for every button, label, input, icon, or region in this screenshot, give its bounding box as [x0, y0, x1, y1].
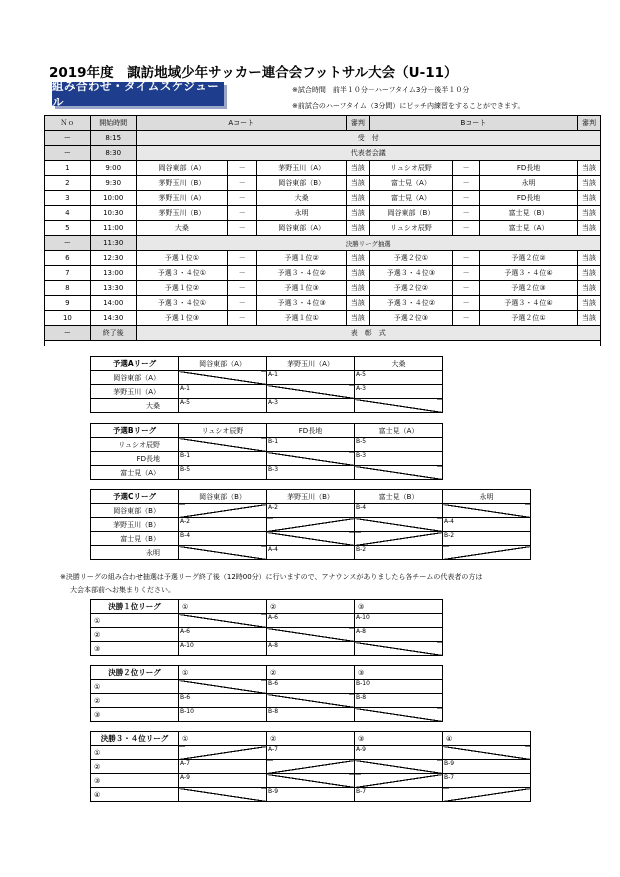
a-court-team-1: 岡谷東部（A）: [136, 161, 228, 176]
start-time: 12:30: [90, 251, 136, 266]
footnote-line-1: ※決勝リーグの組み合わせ抽選は予選リーグ終了後（12時00分）に行いますので、アナウンスがありましたら各チームの代表者の方は: [60, 573, 483, 581]
a-court-dash: －: [228, 251, 257, 266]
a-court-dash: －: [228, 221, 257, 236]
league-row: [91, 546, 531, 560]
league-row-team: ③: [91, 708, 179, 722]
b-court-team-2: 予選３・４位④: [480, 266, 578, 281]
league-match-cell: B-10: [179, 708, 267, 722]
page-title: 2019年度 諏訪地域少年サッカー連合会フットサル大会（U-11）: [49, 65, 458, 81]
league-match-cell: B-6: [179, 694, 267, 708]
league-row: [91, 504, 531, 518]
league-column-team: 茅野玉川（A）: [267, 357, 355, 371]
schedule-row: [45, 131, 601, 146]
league-header-row: [91, 600, 443, 614]
league-match-cell: A-7: [179, 760, 267, 774]
league-row: [91, 642, 443, 656]
start-time: 10:00: [90, 191, 136, 206]
league-row-team: ②: [91, 628, 179, 642]
b-court-team-1: 富士見（A）: [369, 176, 452, 191]
league-match-cell: A-6: [179, 628, 267, 642]
a-court-team-1: 茅野玉川（B）: [136, 206, 228, 221]
league-match-cell: B-6: [267, 680, 355, 694]
league-column-team: 岡谷東部（A）: [179, 357, 267, 371]
league-row: [91, 385, 443, 399]
a-court-team-2: 岡谷東部（A）: [257, 221, 347, 236]
header-b-court: Bコート: [369, 116, 577, 131]
match-no: ー: [45, 131, 91, 146]
event-label: 受 付: [136, 131, 600, 146]
league-match-cell: [267, 385, 355, 399]
league-match-cell: B-9: [443, 760, 531, 774]
league-column-team: ①: [179, 666, 267, 680]
b-court-dash: －: [453, 251, 480, 266]
match-no: 3: [45, 191, 91, 206]
league-match-cell: A-9: [179, 774, 267, 788]
b-court-dash: －: [453, 266, 480, 281]
a-court-dash: －: [228, 191, 257, 206]
league-match-cell: [267, 518, 355, 532]
league-match-cell: [443, 746, 531, 760]
league-row: [91, 614, 443, 628]
league-row-team: ③: [91, 774, 179, 788]
league-column-team: ②: [267, 600, 355, 614]
league-match-cell: [355, 399, 443, 413]
b-court-team-2: 永明: [480, 176, 578, 191]
league-match-cell: [443, 504, 531, 518]
league-match-cell: B-5: [179, 466, 267, 480]
league-match-cell: B-3: [267, 466, 355, 480]
league-match-cell: A-10: [355, 614, 443, 628]
schedule-row: [45, 176, 601, 191]
league-match-cell: A-1: [179, 385, 267, 399]
league-match-cell: [179, 680, 267, 694]
a-court-team-2: 予選１位①: [257, 311, 347, 326]
league-row-team: ②: [91, 694, 179, 708]
league-match-cell: [267, 452, 355, 466]
match-no: 8: [45, 281, 91, 296]
a-court-team-2: 予選３・４位③: [257, 296, 347, 311]
schedule-row: [45, 281, 601, 296]
start-time: 13:30: [90, 281, 136, 296]
b-court-dash: －: [453, 191, 480, 206]
league-row-team: 富士見（A）: [91, 466, 179, 480]
b-court-referee: 当該: [578, 251, 601, 266]
a-court-referee: 当該: [346, 176, 369, 191]
league-name: 決勝１位リーグ: [91, 600, 179, 614]
league-match-cell: A-5: [355, 371, 443, 385]
league-column-team: リュシオ辰野: [179, 424, 267, 438]
league-name: 予選Cリーグ: [91, 490, 179, 504]
note-warmup: ※前試合のハーフタイム（3分間）にピッチ内練習をすることができます。: [292, 102, 525, 110]
b-court-dash: －: [453, 206, 480, 221]
league-match-cell: B-4: [355, 504, 443, 518]
league-match-cell: B-10: [355, 680, 443, 694]
a-court-referee: 当該: [346, 296, 369, 311]
schedule-row: [45, 236, 601, 251]
b-court-team-1: 岡谷東部（B）: [369, 206, 452, 221]
league-match-cell: A-8: [267, 642, 355, 656]
league-row: [91, 708, 443, 722]
header-referee-b: 審判: [578, 116, 601, 131]
league-column-team: FD長地: [267, 424, 355, 438]
league-match-cell: B-9: [267, 788, 355, 802]
schedule-row: [45, 251, 601, 266]
league-header-row: [91, 490, 531, 504]
a-court-team-1: 予選３・４位①: [136, 266, 228, 281]
league-column-team: ②: [267, 732, 355, 746]
a-court-dash: －: [228, 296, 257, 311]
start-time: 11:00: [90, 221, 136, 236]
league-row-team: 茅野玉川（B）: [91, 518, 179, 532]
b-court-referee: 当該: [578, 176, 601, 191]
league-match-cell: B-1: [179, 452, 267, 466]
b-court-team-1: 富士見（A）: [369, 191, 452, 206]
league-match-cell: [267, 774, 355, 788]
league-match-cell: A-6: [267, 614, 355, 628]
league-row: [91, 680, 443, 694]
a-court-dash: －: [228, 266, 257, 281]
a-court-team-1: 予選３・４位①: [136, 296, 228, 311]
start-time: 8:15: [90, 131, 136, 146]
a-court-referee: 当該: [346, 266, 369, 281]
league-match-cell: A-4: [443, 518, 531, 532]
a-court-team-2: 茅野玉川（A）: [257, 161, 347, 176]
league-match-cell: B-5: [355, 438, 443, 452]
note-match-time: ※試合時間 前半１０分－ハーフタイム3分－後半１０分: [292, 86, 470, 94]
league-match-cell: [355, 532, 443, 546]
start-time: 14:30: [90, 311, 136, 326]
b-court-team-1: 予選２位①: [369, 251, 452, 266]
a-court-referee: 当該: [346, 281, 369, 296]
b-court-referee: 当該: [578, 191, 601, 206]
league-row: [91, 694, 443, 708]
a-court-dash: －: [228, 161, 257, 176]
b-court-team-1: 予選２位②: [369, 281, 452, 296]
league-row-team: 岡谷東部（A）: [91, 371, 179, 385]
league-row-team: 富士見（B）: [91, 532, 179, 546]
league-table: [90, 731, 531, 802]
league-match-cell: [267, 532, 355, 546]
league-table: [90, 356, 443, 413]
league-match-cell: A-3: [355, 385, 443, 399]
league-match-cell: B-2: [355, 546, 443, 560]
league-column-team: 岡谷東部（B）: [179, 490, 267, 504]
a-court-team-1: 茅野玉川（B）: [136, 176, 228, 191]
a-court-dash: －: [228, 176, 257, 191]
league-column-team: ①: [179, 732, 267, 746]
league-column-team: ②: [267, 666, 355, 680]
a-court-referee: 当該: [346, 311, 369, 326]
league-row-team: FD長地: [91, 452, 179, 466]
a-court-referee: 当該: [346, 191, 369, 206]
league-row: [91, 760, 531, 774]
a-court-team-1: 予選１位③: [136, 311, 228, 326]
match-no: 4: [45, 206, 91, 221]
schedule-row: [45, 266, 601, 281]
league-row-team: ③: [91, 642, 179, 656]
a-court-dash: －: [228, 281, 257, 296]
league-table: [90, 599, 443, 656]
schedule-row: [45, 326, 601, 341]
league-header-row: [91, 357, 443, 371]
b-court-referee: 当該: [578, 221, 601, 236]
league-match-cell: [267, 628, 355, 642]
match-no: 5: [45, 221, 91, 236]
league-column-team: ③: [355, 732, 443, 746]
league-row: [91, 438, 443, 452]
match-no: 7: [45, 266, 91, 281]
league-row-team: ②: [91, 760, 179, 774]
league-match-cell: [179, 438, 267, 452]
league-match-cell: [355, 518, 443, 532]
match-no: 10: [45, 311, 91, 326]
match-no: 9: [45, 296, 91, 311]
league-row-team: リュシオ辰野: [91, 438, 179, 452]
league-column-team: 永明: [443, 490, 531, 504]
league-table: [90, 423, 443, 480]
schedule-table: [44, 115, 601, 346]
b-court-team-2: 予選２位③: [480, 281, 578, 296]
league-header-row: [91, 424, 443, 438]
b-court-referee: 当該: [578, 281, 601, 296]
b-court-dash: －: [453, 311, 480, 326]
a-court-dash: －: [228, 206, 257, 221]
match-no: ー: [45, 236, 91, 251]
b-court-referee: 当該: [578, 161, 601, 176]
schedule-row: [45, 311, 601, 326]
league-name: 決勝３・４位リーグ: [91, 732, 179, 746]
start-time: 11:30: [90, 236, 136, 251]
a-court-team-1: 大桑: [136, 221, 228, 236]
a-court-team-1: 予選１位②: [136, 281, 228, 296]
a-court-team-2: 永明: [257, 206, 347, 221]
match-no: 6: [45, 251, 91, 266]
league-table: [90, 489, 531, 560]
league-match-cell: [179, 546, 267, 560]
league-match-cell: B-7: [443, 774, 531, 788]
league-row-team: 大桑: [91, 399, 179, 413]
start-time: 終了後: [90, 326, 136, 341]
league-column-team: 富士見（A）: [355, 424, 443, 438]
league-match-cell: A-8: [355, 628, 443, 642]
a-court-team-1: 予選１位①: [136, 251, 228, 266]
league-match-cell: [179, 614, 267, 628]
match-no: 2: [45, 176, 91, 191]
league-match-cell: [267, 694, 355, 708]
league-column-team: 富士見（B）: [355, 490, 443, 504]
a-court-referee: 当該: [346, 221, 369, 236]
league-match-cell: [179, 788, 267, 802]
b-court-team-2: 富士見（A）: [480, 221, 578, 236]
b-court-dash: －: [453, 221, 480, 236]
start-time: 14:00: [90, 296, 136, 311]
league-name: 決勝２位リーグ: [91, 666, 179, 680]
match-no: ー: [45, 146, 91, 161]
b-court-dash: －: [453, 161, 480, 176]
league-match-cell: [355, 774, 443, 788]
start-time: 10:30: [90, 206, 136, 221]
league-row: [91, 518, 531, 532]
header-start-time: 開始時間: [90, 116, 136, 131]
league-row-team: 岡谷東部（B）: [91, 504, 179, 518]
header-referee-a: 審判: [346, 116, 369, 131]
start-time: 13:00: [90, 266, 136, 281]
league-row: [91, 746, 531, 760]
b-court-team-2: 富士見（B）: [480, 206, 578, 221]
league-column-team: 茅野玉川（B）: [267, 490, 355, 504]
league-row: [91, 466, 443, 480]
schedule-row: [45, 206, 601, 221]
league-match-cell: [355, 760, 443, 774]
league-row: [91, 628, 443, 642]
league-match-cell: [267, 760, 355, 774]
league-row-team: ①: [91, 746, 179, 760]
b-court-team-2: FD長地: [480, 191, 578, 206]
league-column-team: ①: [179, 600, 267, 614]
league-match-cell: [179, 746, 267, 760]
a-court-team-2: 岡谷東部（B）: [257, 176, 347, 191]
header-no: Ｎｏ: [45, 116, 91, 131]
league-row: [91, 371, 443, 385]
schedule-row: [45, 221, 601, 236]
a-court-team-2: 大桑: [257, 191, 347, 206]
league-row-team: ④: [91, 788, 179, 802]
league-row-team: ①: [91, 614, 179, 628]
league-match-cell: [179, 371, 267, 385]
b-court-team-1: 予選３・４位③: [369, 266, 452, 281]
a-court-team-2: 予選１位②: [257, 251, 347, 266]
league-header-row: [91, 732, 531, 746]
league-column-team: ③: [355, 600, 443, 614]
league-match-cell: B-8: [355, 694, 443, 708]
match-no: 1: [45, 161, 91, 176]
league-header-row: [91, 666, 443, 680]
league-match-cell: A-2: [179, 518, 267, 532]
league-name: 予選Aリーグ: [91, 357, 179, 371]
league-row: [91, 452, 443, 466]
league-row: [91, 774, 531, 788]
league-match-cell: B-1: [267, 438, 355, 452]
league-match-cell: A-1: [267, 371, 355, 385]
b-court-team-2: 予選３・４位④: [480, 296, 578, 311]
b-court-team-2: 予選２位①: [480, 311, 578, 326]
b-court-referee: 当該: [578, 206, 601, 221]
league-row-team: 茅野玉川（A）: [91, 385, 179, 399]
a-court-referee: 当該: [346, 206, 369, 221]
league-row-team: 永明: [91, 546, 179, 560]
league-match-cell: A-10: [179, 642, 267, 656]
event-label: 代表者会議: [136, 146, 600, 161]
league-column-team: ③: [355, 666, 443, 680]
league-match-cell: [355, 466, 443, 480]
a-court-referee: 当該: [346, 251, 369, 266]
league-match-cell: A-3: [267, 399, 355, 413]
b-court-dash: －: [453, 176, 480, 191]
league-row: [91, 788, 531, 802]
league-match-cell: A-4: [267, 546, 355, 560]
start-time: 9:30: [90, 176, 136, 191]
event-label: 決勝リーグ抽選: [136, 236, 600, 251]
league-match-cell: B-4: [179, 532, 267, 546]
schedule-banner: 組み合わせ・タイムスケジュール: [52, 82, 224, 106]
league-match-cell: B-8: [267, 708, 355, 722]
league-match-cell: B-2: [443, 532, 531, 546]
league-match-cell: [443, 546, 531, 560]
footnote-line-2: 大会本部前へお集まりください。: [70, 586, 175, 594]
b-court-dash: －: [453, 296, 480, 311]
league-row: [91, 532, 531, 546]
schedule-row: [45, 191, 601, 206]
schedule-row: [45, 146, 601, 161]
b-court-team-1: リュシオ辰野: [369, 161, 452, 176]
league-match-cell: A-9: [355, 746, 443, 760]
league-match-cell: B-3: [355, 452, 443, 466]
b-court-team-1: リュシオ辰野: [369, 221, 452, 236]
a-court-team-2: 予選３・４位②: [257, 266, 347, 281]
trailing-cell: [45, 341, 601, 347]
b-court-dash: －: [453, 281, 480, 296]
league-match-cell: B-7: [355, 788, 443, 802]
b-court-team-2: 予選２位②: [480, 251, 578, 266]
schedule-header-row: [45, 116, 601, 131]
league-match-cell: [355, 708, 443, 722]
league-match-cell: A-2: [267, 504, 355, 518]
b-court-team-2: FD長地: [480, 161, 578, 176]
league-match-cell: A-7: [267, 746, 355, 760]
schedule-row: [45, 161, 601, 176]
b-court-referee: 当該: [578, 311, 601, 326]
header-a-court: Aコート: [136, 116, 346, 131]
league-table: [90, 665, 443, 722]
league-match-cell: A-5: [179, 399, 267, 413]
league-column-team: ④: [443, 732, 531, 746]
start-time: 8:30: [90, 146, 136, 161]
schedule-row: [45, 296, 601, 311]
league-column-team: 大桑: [355, 357, 443, 371]
b-court-team-1: 予選２位③: [369, 311, 452, 326]
league-row-team: ①: [91, 680, 179, 694]
b-court-referee: 当該: [578, 296, 601, 311]
schedule-trailing-row: [45, 341, 601, 347]
start-time: 9:00: [90, 161, 136, 176]
league-match-cell: [443, 788, 531, 802]
b-court-team-1: 予選３・４位②: [369, 296, 452, 311]
b-court-referee: 当該: [578, 266, 601, 281]
league-name: 予選Bリーグ: [91, 424, 179, 438]
match-no: ー: [45, 326, 91, 341]
a-court-team-1: 茅野玉川（A）: [136, 191, 228, 206]
a-court-team-2: 予選１位③: [257, 281, 347, 296]
a-court-dash: －: [228, 311, 257, 326]
league-match-cell: [179, 504, 267, 518]
league-row: [91, 399, 443, 413]
a-court-referee: 当該: [346, 161, 369, 176]
league-match-cell: [355, 642, 443, 656]
event-label: 表 彰 式: [136, 326, 600, 341]
